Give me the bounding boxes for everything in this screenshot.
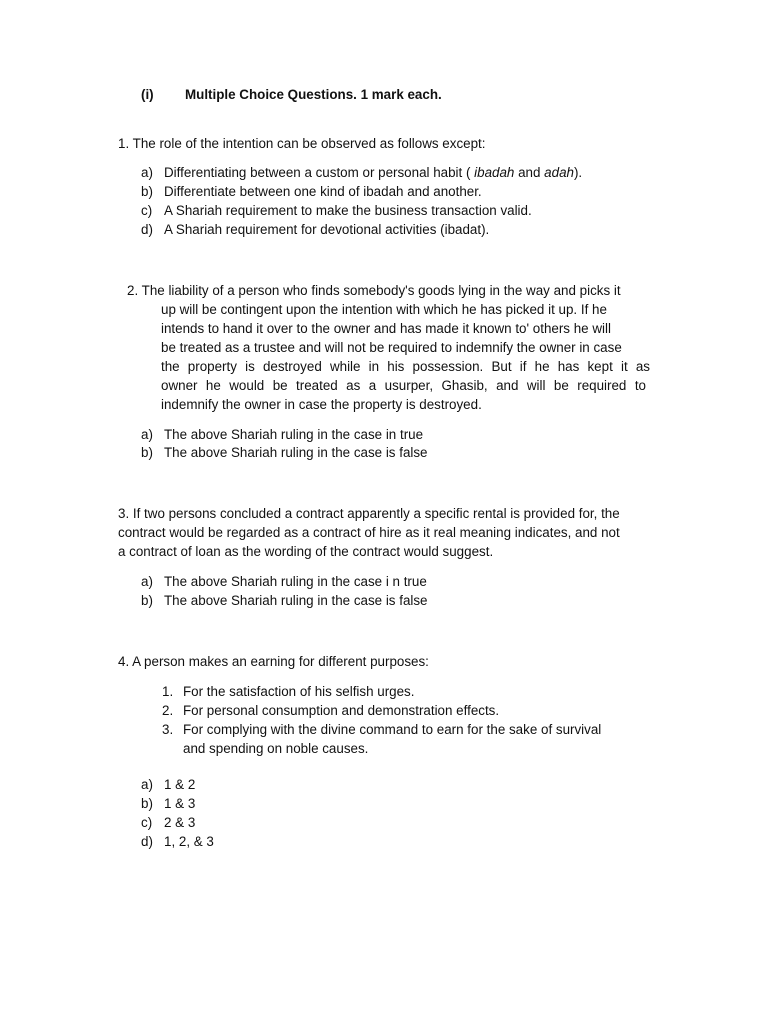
question-1-prompt: 1. The role of the intention can be observed as follows except: xyxy=(118,136,486,151)
question-2-line: indemnify the owner in case the property is destroyed. xyxy=(161,397,482,412)
purpose-label: 3. xyxy=(162,722,174,737)
question-2-line: intends to hand it over to the owner and has made it known to' others he will xyxy=(161,321,611,336)
option-text: 1 & 2 xyxy=(164,777,196,792)
question-3-line: 3. If two persons concluded a contract apparently a specific rental is provided for, the xyxy=(118,506,620,521)
option-text: 1, 2, & 3 xyxy=(164,834,214,849)
option-text: 1 & 3 xyxy=(164,796,196,811)
question-2-line: owner he would be treated as a usurper, Ghasib, and will be required to xyxy=(161,378,646,393)
purpose-text: For the satisfaction of his selfish urges. xyxy=(183,684,415,699)
question-2-line: up will be contingent upon the intention with which he has picked it up. If he xyxy=(161,302,607,317)
option-text: Differentiate between one kind of ibadah and another. xyxy=(164,184,482,199)
section-number: (i) xyxy=(141,87,154,102)
option-text: The above Shariah ruling in the case is false xyxy=(164,445,428,460)
option-text: A Shariah requirement to make the business transaction valid. xyxy=(164,203,532,218)
option-text: 2 & 3 xyxy=(164,815,196,830)
option-label: b) xyxy=(141,184,153,199)
option-label: a) xyxy=(141,574,153,589)
option-text: A Shariah requirement for devotional activities (ibadat). xyxy=(164,222,490,237)
option-text: Differentiating between a custom or personal habit ( ibadah and adah). xyxy=(164,165,583,180)
section-title: Multiple Choice Questions. 1 mark each. xyxy=(185,87,442,102)
option-label: a) xyxy=(141,165,153,180)
term-ibadah: ibadah xyxy=(474,165,515,180)
option-text: The above Shariah ruling in the case in true xyxy=(164,427,424,442)
option-label: b) xyxy=(141,445,153,460)
question-2-line: the property is destroyed while in his possession. But if he has kept it as xyxy=(161,359,650,374)
option-label: d) xyxy=(141,834,153,849)
term-adah: adah xyxy=(544,165,574,180)
question-4-prompt: 4. A person makes an earning for different purposes: xyxy=(118,654,429,669)
option-text: The above Shariah ruling in the case i n true xyxy=(164,574,427,589)
option-label: d) xyxy=(141,222,153,237)
purpose-text-continued: and spending on noble causes. xyxy=(183,741,369,756)
option-label: b) xyxy=(141,593,153,608)
question-2-first-line: 2. The liability of a person who finds somebody's goods lying in the way and picks it xyxy=(127,283,621,298)
option-label: c) xyxy=(141,815,153,830)
purpose-label: 2. xyxy=(162,703,174,718)
option-label: b) xyxy=(141,796,153,811)
option-label: a) xyxy=(141,777,153,792)
option-label: c) xyxy=(141,203,153,218)
option-label: a) xyxy=(141,427,153,442)
purpose-text: For complying with the divine command to earn for the sake of survival xyxy=(183,722,602,737)
question-3-line: a contract of loan as the wording of the contract would suggest. xyxy=(118,544,494,559)
question-3-line: contract would be regarded as a contract of hire as it real meaning indicates, and not xyxy=(118,525,620,540)
purpose-text: For personal consumption and demonstration effects. xyxy=(183,703,500,718)
purpose-label: 1. xyxy=(162,684,174,699)
option-text: The above Shariah ruling in the case is false xyxy=(164,593,428,608)
question-2-line: be treated as a trustee and will not be required to indemnify the owner in case xyxy=(161,340,622,355)
